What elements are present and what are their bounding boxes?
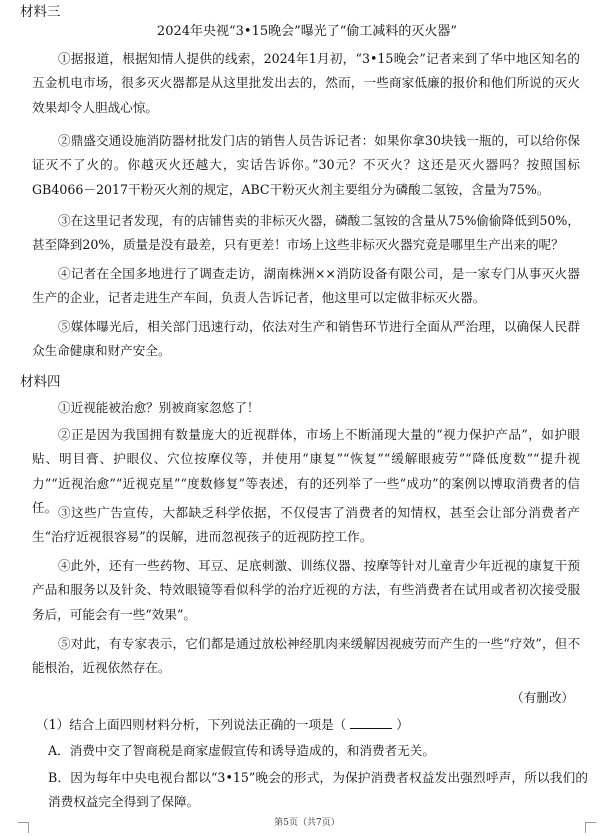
material-3-paragraph-4: ④记者在全国多地进行了调查走访，湖南株洲××消防设备有限公司，是一家专门从事灭火器生产的企业，记者走进生产车间，负责人告诉记者，他这里可以定做非标灭火器。 [32, 266, 580, 306]
answer-blank[interactable] [350, 714, 392, 729]
crop-mark-right [585, 822, 596, 833]
crop-mark-left [18, 822, 29, 833]
material-4-heading: 材料四 [20, 374, 61, 390]
question-1-stem [36, 714, 409, 735]
material-4-paragraph-4: ④此外，还有一些药物、耳豆、足底刺激、训练仪器、按摩等针对儿童青少年近视的康复干预产品和服务以及针灸、特效眼镜等看似科学的治疗近视的方法，有些消费者在试用或者初次接受服务后，可能会有一些“效果”。 [32, 558, 580, 622]
question-1-text: （1）结合上面四则材料分析，下列说法正确的一项是（ [36, 717, 347, 732]
material-3-paragraph-3: ③在这里记者发现，有的店铺售卖的非标灭火器，磷酸二氢铵的含量从75%偷偷降低到50%，甚至降到20%，质量是没有最差，只有更差！市场上这些非标灭火器究竟是哪里生产出来的呢？ [32, 213, 580, 253]
option-b[interactable]: B．因为每年中央电视台都以“3•15”晚会的形式，为保护消费者权益发出强烈呼声，所以我们的消费权益完全得到了保障。 [48, 770, 588, 809]
question-1-close: ） [396, 717, 409, 732]
option-a[interactable]: A．消费中交了智商税是商家虚假宣传和诱导造成的，和消费者无关。 [48, 743, 435, 758]
material-3-heading: 材料三 [20, 4, 61, 20]
material-3-title: 2024年央视“3•15晚会”曝光了“偷工减料的灭火器” [156, 24, 458, 39]
material-3-paragraph-2: ②鼎盛交通设施消防器材批发门店的销售人员告诉记者：如果你拿30块钱一瓶的，可以给你保证灭不了火的。你越灭火还越大，实话告诉你。”30元？不灭火？这还是灭火器吗？按照国标GB4066－2017干粉灭火剂的规定，ABC干粉灭火剂主要组分为磷酸二氢铵，含量为75%。 [32, 133, 580, 197]
page-number: 第5页（共7页） [274, 818, 340, 828]
abridged-note: （有删改） [511, 690, 574, 705]
material-4-paragraph-3: ③这些广告宣传，大都缺乏科学依据，不仅侵害了消费者的知情权，甚至会让部分消费者产生“治疗近视很容易”的误解，进而忽视孩子的近视防控工作。 [32, 505, 580, 545]
material-3-paragraph-1: ①据报道，根据知情人提供的线索，2024年1月初，“3•15晚会”记者来到了华中地区知名的五金机电市场，很多灭火器都是从这里批发出去的，然而，一些商家低廉的报价和他们所说的灭火效果却令人胆战心惊。 [32, 51, 580, 115]
material-3-paragraph-5: ⑤媒体曝光后，相关部门迅速行动，依法对生产和销售环节进行全面从严治理，以确保人民群众生命健康和财产安全。 [32, 319, 580, 359]
material-4-paragraph-2: ②正是因为我国拥有数量庞大的近视群体，市场上不断涌现大量的“视力保护产品”，如护眼贴、明目膏、护眼仪、穴位按摩仪等，并使用“康复”“恢复”“缓解眼疲劳”“降低度数”“提升视力”“近视治愈”“近视克星”“度数修复”等表述，有的还列举了一些“成功”的案例以博取消费者的信任。 [32, 427, 580, 516]
material-4-paragraph-1: ①近视能被治愈？别被商家忽悠了！ [58, 400, 260, 415]
material-4-paragraph-5: ⑤对此，有专家表示，它们都是通过放松神经肌肉来缓解因视疲劳而产生的一些“疗效”，但不能根治，近视依然存在。 [32, 636, 580, 676]
